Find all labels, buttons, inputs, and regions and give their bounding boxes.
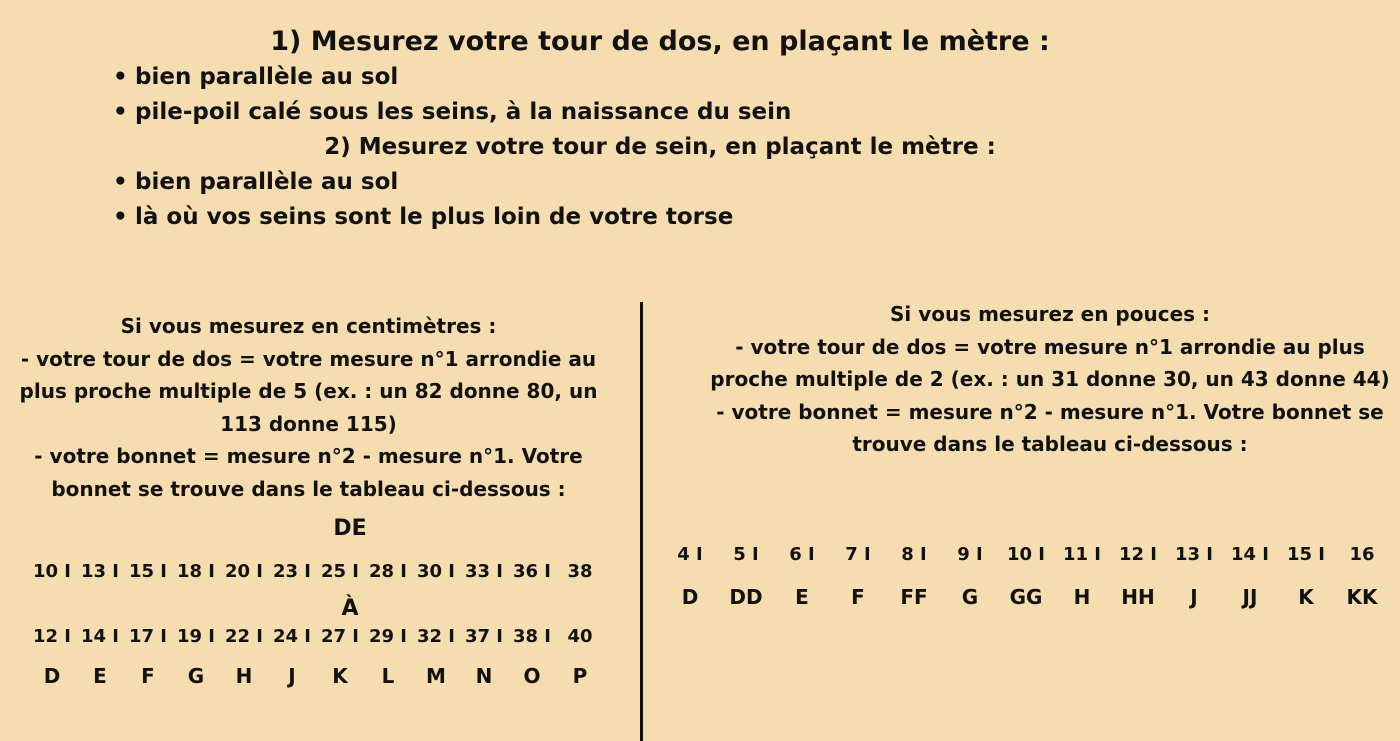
inch-cup-letter: E xyxy=(795,585,809,609)
cm-to-value: 19 I xyxy=(176,626,215,647)
cm-from-value: 36 I xyxy=(512,561,551,582)
cm-band-rule: - votre tour de dos = votre mesure n°1 arrondie au plus proche multiple de 5 (ex. : un 82 donne 80, un 113 donne 115) xyxy=(19,346,598,436)
inch-value: 8 I xyxy=(901,544,927,565)
cm-from-values xyxy=(28,561,604,582)
cm-to-value: 29 I xyxy=(368,626,407,647)
inch-band-rule: - votre tour de dos = votre mesure n°1 arrondie au plus proche multiple de 2 (ex. : un 31 donne 30, un 43 donne 44) xyxy=(710,334,1390,391)
heading-step-1: 1) Mesurez votre tour de dos, en plaçant le mètre : xyxy=(270,26,1050,57)
cm-cup-letter: M xyxy=(426,664,446,688)
cm-from-value: 28 I xyxy=(368,561,407,582)
bullet-parallel-2: • bien parallèle au sol xyxy=(113,169,398,195)
inch-value: 4 I xyxy=(677,544,703,565)
inch-value: 15 I xyxy=(1286,544,1325,565)
cm-to-value: 40 xyxy=(567,626,593,647)
inch-cup-letter: FF xyxy=(900,585,928,609)
cm-from-value: 15 I xyxy=(128,561,167,582)
cm-to-value: 32 I xyxy=(416,626,455,647)
cm-from-value: 23 I xyxy=(272,561,311,582)
inch-value: 11 I xyxy=(1062,544,1101,565)
inch-cup-letter: G xyxy=(961,585,979,609)
cm-cup-letter: P xyxy=(572,664,588,688)
cm-cup-letter: K xyxy=(332,664,348,688)
inch-cup-letter: KK xyxy=(1346,585,1378,609)
bullet-furthest-point: • là où vos seins sont le plus loin de votre torse xyxy=(113,204,733,230)
cm-from-value: 18 I xyxy=(176,561,215,582)
cm-to-label: À xyxy=(341,596,359,621)
inch-cup-letter: K xyxy=(1298,585,1314,609)
inch-cup-letter: D xyxy=(681,585,699,609)
inch-values xyxy=(662,544,1390,565)
cm-cup-letter: J xyxy=(288,664,296,688)
inch-title: Si vous mesurez en pouces : xyxy=(889,302,1211,326)
inch-cup-rule: - votre bonnet = mesure n°2 - mesure n°1. Votre bonnet se trouve dans le tableau ci-dessous : xyxy=(716,399,1384,456)
inch-value: 6 I xyxy=(789,544,815,565)
inch-value: 5 I xyxy=(733,544,759,565)
cm-from-label: DE xyxy=(333,516,367,541)
cm-from-value: 13 I xyxy=(80,561,119,582)
cm-to-value: 27 I xyxy=(320,626,359,647)
cm-cup-letter: L xyxy=(381,664,395,688)
cm-cup-letters xyxy=(28,664,604,688)
inch-value: 12 I xyxy=(1118,544,1157,565)
cm-cup-letter: E xyxy=(93,664,107,688)
inch-cup-letter: H xyxy=(1073,585,1091,609)
cm-from-value: 10 I xyxy=(32,561,71,582)
cm-from-value: 20 I xyxy=(224,561,263,582)
cm-to-value: 22 I xyxy=(224,626,263,647)
heading-step-2: 2) Mesurez votre tour de sein, en plaçant le mètre : xyxy=(324,134,996,160)
inch-value: 13 I xyxy=(1174,544,1213,565)
inch-value: 10 I xyxy=(1006,544,1045,565)
inch-cup-letter: JJ xyxy=(1242,585,1258,609)
cm-from-value: 25 I xyxy=(320,561,359,582)
cm-to-value: 38 I xyxy=(512,626,551,647)
inch-value: 14 I xyxy=(1230,544,1269,565)
cm-to-value: 24 I xyxy=(272,626,311,647)
inch-cup-letters xyxy=(662,585,1390,609)
cm-cup-letter: N xyxy=(475,664,493,688)
cm-to-value: 17 I xyxy=(128,626,167,647)
cm-cup-letter: O xyxy=(523,664,541,688)
cm-cup-letter: H xyxy=(235,664,253,688)
inch-cup-letter: GG xyxy=(1009,585,1043,609)
cm-from-value: 38 xyxy=(567,561,593,582)
bullet-under-bust: • pile-poil calé sous les seins, à la naissance du sein xyxy=(113,99,791,125)
cm-cup-letter: F xyxy=(141,664,155,688)
inch-instructions xyxy=(700,298,1400,461)
inch-value: 16 xyxy=(1349,544,1375,565)
cm-instructions xyxy=(0,310,617,505)
inch-cup-letter: F xyxy=(851,585,865,609)
cm-to-value: 14 I xyxy=(80,626,119,647)
cm-title: Si vous mesurez en centimètres : xyxy=(120,314,497,338)
cm-cup-letter: G xyxy=(187,664,205,688)
cm-from-value: 30 I xyxy=(416,561,455,582)
inch-cup-letter: HH xyxy=(1121,585,1155,609)
cm-to-value: 37 I xyxy=(464,626,503,647)
inch-value: 9 I xyxy=(957,544,983,565)
inch-cup-letter: J xyxy=(1190,585,1198,609)
cm-cup-letter: D xyxy=(43,664,61,688)
cm-cup-rule: - votre bonnet = mesure n°2 - mesure n°1. Votre bonnet se trouve dans le tableau ci-dessous : xyxy=(34,444,583,501)
cm-to-value: 12 I xyxy=(32,626,71,647)
bullet-parallel-1: • bien parallèle au sol xyxy=(113,64,398,90)
cm-from-value: 33 I xyxy=(464,561,503,582)
inch-cup-letter: DD xyxy=(729,585,763,609)
cm-to-values xyxy=(28,626,604,647)
inch-value: 7 I xyxy=(845,544,871,565)
